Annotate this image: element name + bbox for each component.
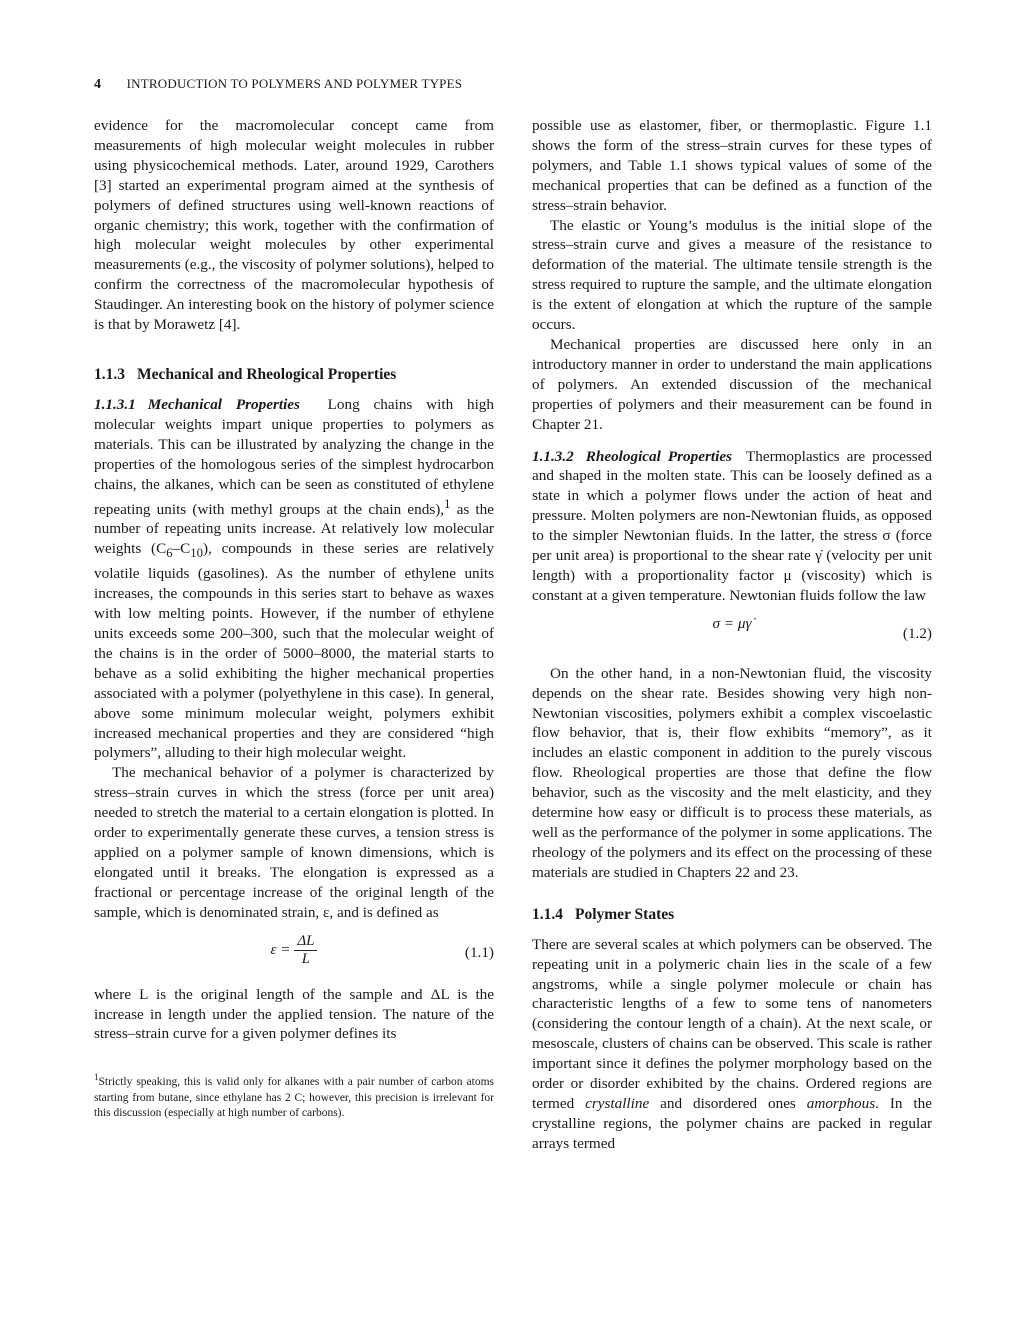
paragraph: evidence for the macromolecular concept came from measurements of high molecular weight molecules in rubber using physicochemical methods. Later, around 1929, Carothers [3] started an experimental program aimed at the synthesis of polymers of defined structures using well-known reactions of organic chemistry; this work, together with the confirmation of high molecular weight molecules by other experimental measurements (e.g., the viscosity of polymer solutions), helped to confirm the correctness of the macromolecular hypothesis of Staudinger. An interesting book on the history of polymer science is that by Morawetz [4]. — [94, 117, 494, 334]
text: Long chains with high molecular weights impart unique properties to polymers as materials. This can be illustrated by analyzing the change in the properties of the homologous series of the simplest hydrocarbon chains, the alkanes, which can be seen as constituted of ethylene repeating units (with methyl groups at the chain ends), — [94, 395, 494, 518]
page-number: 4 — [94, 77, 102, 92]
emphasis-term: crystalline — [585, 1094, 650, 1112]
section-number: 1.1.4 — [532, 905, 563, 923]
subsection-number: 1.1.3.2 — [532, 447, 574, 465]
equation-number: (1.1) — [464, 943, 494, 961]
footnote-marker[interactable]: 1 — [444, 496, 451, 511]
text: –C — [172, 540, 191, 558]
chapter-title: INTRODUCTION TO POLYMERS AND POLYMER TYPES — [126, 76, 463, 91]
paragraph: On the other hand, in a non-Newtonian fluid, the viscosity depends on the shear rate. Besides showing very high non-Newtonian viscosities, polymers exhibit a complex viscoelastic flow behavior, that is, their flow exhibits “memory”, as it includes an elastic component in addition to the purely viscous flow. Rheological properties are those that define the flow behavior, such as the viscosity and the melt elasticity, and they determine how easy or difficult is to process these materials, as well as the performance of the polymer in some applications. The rheology of the polymers and its effect on the processing of these materials are studied in Chapters 22 and 23. — [532, 664, 932, 881]
paragraph: Mechanical properties are discussed here only in an introductory manner in order to understand the main applications of polymers. An extended discussion of the mechanical properties of polymers and their measurement can be found in Chapter 21. — [532, 335, 932, 433]
section-title: Polymer States — [575, 905, 675, 923]
paragraph: The elastic or Young’s modulus is the initial slope of the stress–strain curve and gives a measure of the resistance to deformation of the material. The ultimate tensile strength is the stress required to rupture the sample, and the ultimate elongation is the extent of elongation at which the rupture of the sample occurs. — [532, 216, 932, 334]
fraction — [294, 933, 317, 968]
numerator: ΔL — [294, 933, 317, 951]
paragraph: where L is the original length of the sample and ΔL is the increase in length under the applied tension. The nature of the stress–strain curve for a given polymer defines its — [94, 985, 494, 1043]
text: as the number of repeating units increase. At relatively low molecular weights (C — [94, 500, 494, 558]
footnote — [94, 1070, 494, 1121]
subsection-title: Mechanical Properties — [147, 395, 300, 413]
subsection-heading-1-1-3-2 — [532, 448, 732, 465]
footnote-mark: 1 — [94, 1072, 99, 1083]
equation-expression: σ = μγ̇ — [712, 614, 752, 632]
footnote-text: Strictly speaking, this is valid only for alkanes with a pair number of carbon atoms starting from butane, since ethylane has 2 C; however, this precision is irrelevant for this discussion (especially at high number of carbons). — [94, 1076, 494, 1120]
equation-number: (1.2) — [902, 624, 932, 642]
subscript: 6 — [166, 546, 173, 561]
left-column — [94, 116, 494, 1122]
paragraph-mechanical-properties — [94, 395, 494, 763]
equation-1-2 — [532, 614, 932, 654]
equation-lhs: ε = — [270, 940, 291, 958]
text: . In the crystalline regions, the polymer chains are packed in regular arrays termed — [532, 1094, 932, 1152]
running-head — [94, 76, 462, 93]
subsection-title: Rheological Properties — [585, 447, 732, 465]
text: There are several scales at which polymers can be observed. The repeating unit in a polymeric chain lies in the scale of a few angstroms, while a single polymer molecule or chain has characteristic lengths of a few to some tens of nanometers (considering the contour length of a chain). At the next scale, or mesoscale, clusters of chains can be observed. This scale is rather important since it defines the polymer morphology based on the order or disorder exhibited by the chains. Ordered regions are termed — [532, 935, 932, 1112]
paragraph-polymer-states — [532, 935, 932, 1154]
section-title: Mechanical and Rheological Properties — [137, 365, 397, 383]
paragraph: possible use as elastomer, fiber, or thermoplastic. Figure 1.1 shows the form of the stress–strain curves for these types of polymers, and Table 1.1 shows typical values of some of the mechanical properties that can be defined as a function of the stress–strain behavior. — [532, 117, 932, 214]
right-column — [532, 116, 932, 1154]
equation-1-1 — [94, 933, 494, 973]
section-number: 1.1.3 — [94, 365, 125, 383]
emphasis-term: amorphous — [806, 1094, 876, 1112]
paragraph: The mechanical behavior of a polymer is characterized by stress–strain curves in which the stress (force per unit area) needed to stretch the material to a certain elongation is plotted. In order to experimentally generate these curves, a tension stress is applied on a polymer sample of known dimensions, which is elongated until it breaks. The elongation is expressed as a fractional or percentage increase of the original length of the sample, which is denominated strain, ε, and is defined as — [94, 764, 494, 921]
text: ), compounds in these series are relatively volatile liquids (gasolines). As the number of ethylene units increases, the compounds in this series start to behave as waxes with low melting points. However, if the number of ethylene units exceeds some 200–300, such that the molecular weight of the chains is in the order of 5000–8000, the material starts to behave as a solid exhibiting the higher mechanical properties associated with a polymer (polyethylene in this case). In general, above some minimum molecular weight, polymers exhibit increased mechanical properties and they are considered “high polymers”, alluding to their high molecular weight. — [94, 540, 494, 762]
text: and disordered ones — [649, 1094, 807, 1112]
text: Thermoplastics are processed and shaped in the molten state. This can be loosely defined as a state in which a polymer flows under the action of heat and pressure. Molten polymers are non-Newtonian fluids, as opposed to the simpler Newtonian fluids. In the latter, the stress σ (force per unit area) is proportional to the shear rate γ̇ (velocity per unit length) with a proportionality factor μ (viscosity) which is constant at a given temperature. Newtonian fluids follow the law — [532, 447, 932, 604]
denominator: L — [301, 950, 311, 967]
section-heading-1-1-3 — [94, 365, 494, 385]
subsection-heading-1-1-3-1 — [94, 396, 300, 413]
paragraph-rheological-properties — [532, 447, 932, 606]
section-heading-1-1-4 — [532, 905, 932, 925]
subscript: 10 — [190, 546, 203, 561]
subsection-number: 1.1.3.1 — [94, 395, 136, 413]
